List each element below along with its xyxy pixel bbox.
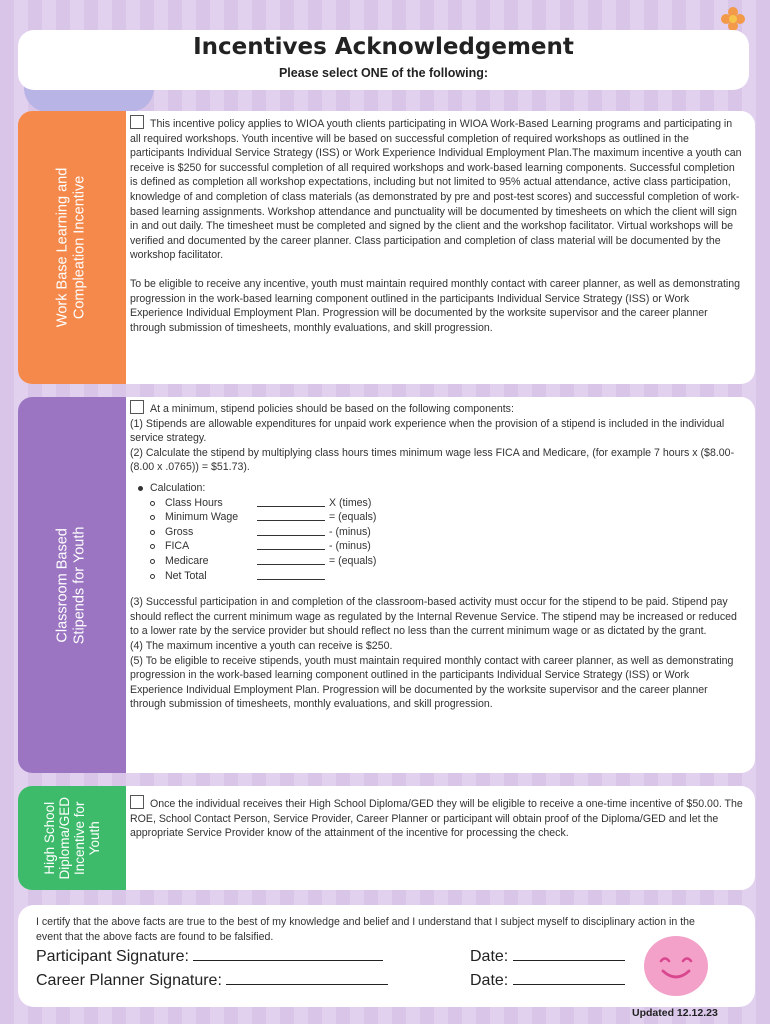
work-based-learning-checkbox[interactable] [130, 115, 144, 129]
updated-date: Updated 12.12.23 [632, 1007, 718, 1019]
section-diploma-ged: High School Diploma/GED Incentive for Youth Once the individual receives their High School Diploma/GED they will be eligible to receive a one-time incentive of $50.00. The ROE, School Contact Person, Service Provider, Career Planner or participant will obtain proof of the Diploma/GED and let the appropriate Service Provider know of the attainment of the incentive for processing the check. [18, 786, 755, 890]
medicare-blank[interactable] [257, 554, 325, 565]
section-side-label: Work Base Learning and Compleation Incentive [18, 111, 126, 384]
participant-date-label: Date: [470, 948, 509, 965]
minimum-wage-blank[interactable] [257, 510, 325, 521]
calculation-list: Calculation: Class Hours X (times) Minimum Wage = (equals) Gross - (minus) FICA - (minus) Medicare = (equals) Net Total [138, 481, 745, 583]
net-total-blank[interactable] [257, 569, 325, 580]
classroom-stipend-checkbox[interactable] [130, 400, 144, 414]
diploma-ged-checkbox[interactable] [130, 795, 144, 809]
career-planner-signature-label: Career Planner Signature: [36, 972, 222, 989]
fica-blank[interactable] [257, 539, 325, 550]
gross-blank[interactable] [257, 525, 325, 536]
section-work-based-learning [18, 111, 755, 384]
participant-signature-field[interactable] [193, 947, 383, 961]
participant-signature-label: Participant Signature: [36, 948, 189, 965]
smiley-face-icon [643, 935, 709, 997]
section-paragraph: This incentive policy applies to WIOA youth clients participating in WIOA Work-Based Learning programs and participating in all required workshops. Youth incentive will be based on successful completion of required workshops as outlined in the participants Individual Service Strategy (ISS) or Work Experience Individual Employment Plan.The maximum incentive a youth can receive is $250 for successful completion of all required workshops and work-based learning components. Successful completion is defined as completion all workshop expectations, including but not limited to 95% actual attendance, active class participation, knowledge of and completion of class materials (as demonstrated by pre and post-test scores) and successful completion of work-based learning assignments. Workshop attendance and punctuality will be documented by timesheets on which the client will sign in and out daily. The timesheet must be completed and signed by the client and the workshop facilitator. Virtual workshops will be verified and documented by the career planner. Class participation and completion of class material will be documented by the workshop facilitator. [130, 118, 742, 262]
class-hours-blank[interactable] [257, 496, 325, 507]
participant-date-field[interactable] [513, 947, 625, 961]
career-planner-date-field[interactable] [513, 971, 625, 985]
page-title: Incentives Acknowledgement [193, 34, 574, 60]
section-classroom-stipends: Classroom Based Stipends for Youth At a minimum, stipend policies should be based on the following components: (1) Stipends are allowable expenditures for unpaid work experience when the provision of a stipend is included in the individual service strategy. (2) Calculate the stipend by multiplying class hours times minimum wage less FICA and Medicare, (for example 7 hours x ($8.00-(8.00 x .0765)) = $51.73). Calculation: Class Hours X (times) Minimum Wage = (equals) Gross - (minus) FICA - (minus) Medicare = (equals) Net Total (3) Successful participation in and completion of the classroom-based activity must occur for the stipend to be paid. Stipend pay should reflect the current minimum wage as regulated by the Internal Revenue Service. The stipend may be increased or reduced to a lower rate by the service provider but should reflect no less than the current minimum wage or as dictated by the grant. (4) The maximum incentive a youth can receive is $250. (5) To be eligible to receive stipends, youth must maintain required monthly contact with career planner, as well as demonstrating progression in the work-based learning component outlined in the participants Individual Service Strategy (ISS) or Work Experience Individual Employment Plan. Progression will be documented by the worksite supervisor and the career planner through submission of timesheets, monthly evaluations, and skill progression. [18, 397, 755, 773]
career-planner-date-label: Date: [470, 972, 509, 989]
section-paragraph: To be eligible to receive any incentive, youth must maintain required monthly contact with career planner, as well as demonstrating progression in the work-based learning component outlined in the participants Individual Service Strategy (ISS) or Work Experience Individual Employment Plan. Progression will be documented by the worksite supervisor and the career planner through submission of timesheets, monthly evaluations, and skill progression. [130, 277, 741, 334]
title-card [18, 30, 749, 90]
section-side-label: Classroom Based Stipends for Youth [18, 397, 126, 773]
page-subtitle: Please select ONE of the following: [278, 66, 489, 80]
certification-statement: I certify that the above facts are true to the best of my knowledge and belief and I understand that I subject myself to disciplinary action in the event that the above facts are found to be falsified. [36, 916, 695, 943]
section-side-label: High School Diploma/GED Incentive for Youth [18, 786, 126, 890]
career-planner-signature-field[interactable] [226, 971, 388, 985]
